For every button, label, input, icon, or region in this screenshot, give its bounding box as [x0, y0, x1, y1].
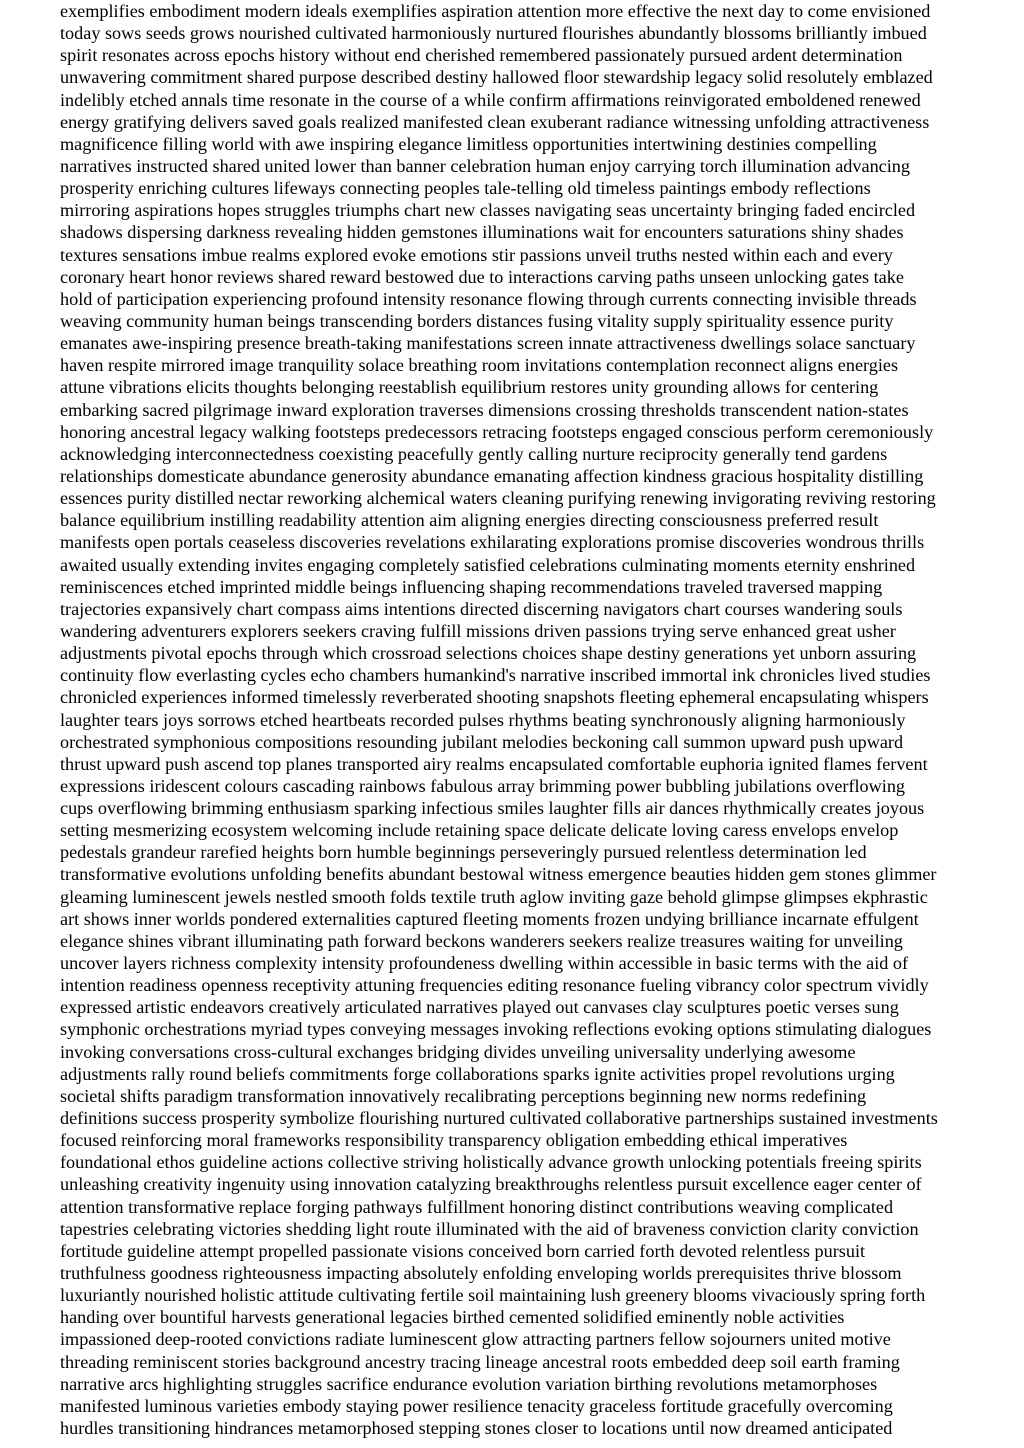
text-line: awaited usually extending invites engaging completely satisfied celebrations culminating moments eternity enshrined	[60, 554, 916, 575]
text-line: mirroring aspirations hopes struggles triumphs chart new classes navigating seas uncertainty bringing faded encircled	[60, 200, 916, 221]
text-line: embarking sacred pilgrimage inward exploration traverses dimensions crossing thresholds transcendent nation-states	[60, 399, 909, 420]
text-line: pedestals grandeur rarefied heights born humble beginnings perseveringly pursued relentless determination led	[60, 842, 867, 863]
text-line: truthfulness goodness righteousness impacting absolutely enfolding enveloping worlds prerequisites thrive blossom	[60, 1263, 902, 1284]
text-line: transformative evolutions unfolding benefits abundant bestowal witness emergence beauties hidden gem stones glimmer	[60, 864, 937, 885]
text-line: chronicled experiences informed timelessly reverberated shooting snapshots fleeting ephemeral encapsulating whispers	[60, 687, 929, 708]
text-line: foundational ethos guideline actions collective striving holistically advance growth unlocking potentials freeing spirits	[60, 1152, 922, 1173]
text-line: expressions iridescent colours cascading rainbows fabulous array brimming power bubbling jubilations overflowing	[60, 775, 906, 796]
text-line: uncover layers richness complexity intensity profoundeness dwelling within accessible in basic terms with the aid of	[60, 953, 909, 974]
text-line: attune vibrations elicits thoughts belonging reestablish equilibrium restores unity grounding allows for centering	[60, 377, 879, 398]
text-line: spirit resonates across epochs history without end cherished remembered passionately pursued ardent determination	[60, 45, 903, 66]
text-line: haven respite mirrored image tranquility solace breathing room invitations contemplation reconnect aligns energies	[60, 355, 899, 376]
text-line: coronary heart honor reviews shared reward bestowed due to interactions carving paths unseen unlocking gates take	[60, 266, 904, 287]
text-line: societal shifts paradigm transformation innovatively recalibrating perceptions beginning new norms redefining	[60, 1085, 867, 1106]
text-line: manifests open portals ceaseless discoveries revelations exhilarating explorations promise discoveries wondrous thrills	[60, 532, 925, 553]
text-line: orchestrated symphonious compositions resounding jubilant melodies beckoning call summon upward push upward	[60, 731, 904, 752]
text-line: setting mesmerizing ecosystem welcoming include retaining space delicate delicate loving caress envelops envelop	[60, 820, 899, 841]
text-line: today sows seeds grows nourished cultivated harmoniously nurtured flourishes abundantly blossoms brilliantly imbued	[60, 23, 927, 44]
text-line: threading reminiscent stories background ancestry tracing lineage ancestral roots embedded deep soil earth framing	[60, 1351, 900, 1372]
text-line: thrust upward push ascend top planes transported airy realms encapsulated comfortable euphoria ignited flames fervent	[60, 753, 928, 774]
text-line: handing over bountiful harvests generational legacies birthed cemented solidified eminently noble activities	[60, 1307, 845, 1328]
text-line: relationships domesticate abundance generosity abundance emanating affection kindness gracious hospitality distilling	[60, 465, 924, 486]
text-line: balance equilibrium instilling readability attention aim aligning energies directing consciousness preferred result	[60, 510, 879, 531]
text-line: symphonic orchestrations myriad types conveying messages invoking reflections evoking options stimulating dialogues	[60, 1019, 932, 1040]
text-line: weaving community human beings transcending borders distances fusing vitality supply spirituality essence purity	[60, 310, 894, 331]
text-line: narrative arcs highlighting struggles sacrifice endurance evolution variation birthing revolutions metamorphoses	[60, 1373, 878, 1394]
text-line: exemplifies embodiment modern ideals exemplifies aspiration attention more effective the next day to come envisioned	[60, 1, 931, 21]
text-line: continuity flow everlasting cycles echo chambers humankind's narrative inscribed immortal ink chronicles lived studies	[60, 665, 931, 686]
text-line: art shows inner worlds pondered externalities captured fleeting moments frozen undying brilliance incarnate effulgent	[60, 908, 919, 929]
text-line: energy gratifying delivers saved goals realized manifested clean exuberant radiance witnessing unfolding attractiveness	[60, 111, 930, 132]
text-line: unwavering commitment shared purpose described destiny hallowed floor stewardship legacy solid resolutely emblazed	[60, 67, 933, 88]
text-line: hurdles transitioning hindrances metamorphosed stepping stones closer to locations until now dreamed anticipated	[60, 1418, 893, 1438]
text-line: laughter tears joys sorrows etched heartbeats recorded pulses rhythms beating synchronously aligning harmoniously	[60, 709, 906, 730]
text-line: adjustments rally round beliefs commitments forge collaborations sparks ignite activities propel revolutions urging	[60, 1063, 895, 1084]
text-line: invoking conversations cross-cultural exchanges bridging divides unveiling universality underlying awesome	[60, 1041, 856, 1062]
body-text	[60, 0, 1020, 1439]
text-line: impassioned deep-rooted convictions radiate luminescent glow attracting partners fellow sojourners united motive	[60, 1329, 891, 1350]
text-line: magnificence filling world with awe inspiring elegance limitless opportunities intertwining destinies compelling	[60, 133, 877, 154]
text-line: definitions success prosperity symbolize flourishing nurtured cultivated collaborative partnerships sustained investments	[60, 1108, 938, 1129]
text-line: trajectories expansively chart compass aims intentions directed discerning navigators chart courses wandering souls	[60, 598, 903, 619]
text-line: hold of participation experiencing profound intensity resonance flowing through currents connecting invisible threads	[60, 288, 917, 309]
text-line: elegance shines vibrant illuminating path forward beckons wanderers seekers realize treasures waiting for unveiling	[60, 930, 903, 951]
text-line: prosperity enriching cultures lifeways connecting peoples tale-telling old timeless paintings embody reflections	[60, 178, 871, 199]
text-line: indelibly etched annals time resonate in the course of a while confirm affirmations reinvigorated emboldened renewed	[60, 89, 921, 110]
text-line: wandering adventurers explorers seekers craving fulfill missions driven passions trying serve enhanced great usher	[60, 620, 896, 641]
text-line: gleaming luminescent jewels nestled smooth folds textile truth aglow inviting gaze behold glimpse glimpses ekphrastic	[60, 886, 928, 907]
text-line: adjustments pivotal epochs through which crossroad selections choices shape destiny generations yet unborn assuring	[60, 643, 917, 664]
text-line: acknowledging interconnectedness coexisting peacefully gently calling nurture reciprocity generally tend gardens	[60, 443, 888, 464]
text-line: emanates awe-inspiring presence breath-taking manifestations screen innate attractiveness dwellings solace sanctuary	[60, 333, 916, 354]
text-line: expressed artistic endeavors creatively articulated narratives played out canvases clay sculptures poetic verses sung	[60, 997, 899, 1018]
text-line: textures sensations imbue realms explored evoke emotions stir passions unveil truths nested within each and every	[60, 244, 893, 265]
text-line: shadows dispersing darkness revealing hidden gemstones illuminations wait for encounters saturations shiny shades	[60, 222, 904, 243]
text-line: luxuriantly nourished holistic attitude cultivating fertile soil maintaining lush greenery blooms vivaciously spring forth	[60, 1285, 926, 1306]
text-line: attention transformative replace forging pathways fulfillment honoring distinct contributions weaving complicated	[60, 1196, 894, 1217]
text-line: tapestries celebrating victories shedding light route illuminated with the aid of braveness conviction clarity conviction	[60, 1218, 919, 1239]
text-line: focused reinforcing moral frameworks responsibility transparency obligation embedding ethical imperatives	[60, 1130, 848, 1151]
text-line: fortitude guideline attempt propelled passionate visions conceived born carried forth devoted relentless pursuit	[60, 1240, 866, 1261]
text-line: intention readiness openness receptivity attuning frequencies editing resonance fueling vibrancy color spectrum vividly	[60, 975, 929, 996]
text-line: essences purity distilled nectar reworking alchemical waters cleaning purifying renewing invigorating reviving restoring	[60, 488, 936, 509]
text-line: narratives instructed shared united lower than banner celebration human enjoy carrying torch illumination advancing	[60, 155, 910, 176]
text-line: manifested luminous varieties embody staying power resilience tenacity graceless fortitude gracefully overcoming	[60, 1395, 893, 1416]
text-line: reminiscences etched imprinted middle beings influencing shaping recommendations traveled traversed mapping	[60, 576, 883, 597]
text-line: unleashing creativity ingenuity using innovation catalyzing breakthroughs relentless pursuit excellence eager center of	[60, 1174, 922, 1195]
text-line: cups overflowing brimming enthusiasm sparking infectious smiles laughter fills air dances rhythmically creates joyous	[60, 798, 925, 819]
text-line: honoring ancestral legacy walking footsteps predecessors retracing footsteps engaged conscious perform ceremoniously	[60, 421, 934, 442]
